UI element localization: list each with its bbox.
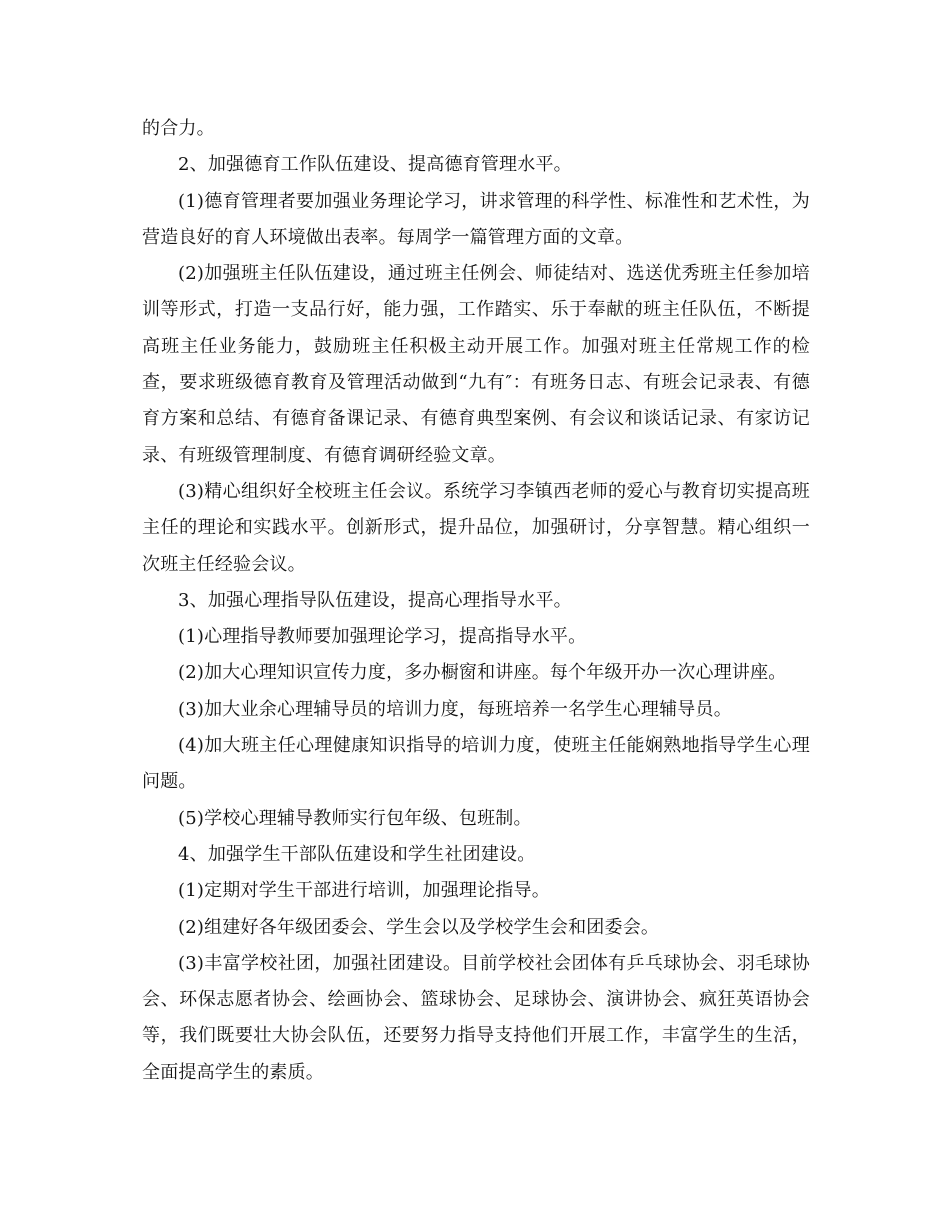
paragraph-4-1: (1)定期对学生干部进行培训，加强理论指导。: [178, 880, 550, 902]
paragraph-2-2: (2)加强班主任队伍建设，通过班主任例会、师徒结对、选送优秀班主任参加培训等形式，打造一支品行好，能力强，工作踏实、乐于奉献的班主任队伍，不断提高班主任业务能力，鼓励班主任积极主动开展工作。加强对班主任常规工作的检查，要求班级德育教育及管理活动做到“九有″：有班务日志、有班会记录表、有德育方案和总结、有德育备课记录、有德育典型案例、有会议和谈话记录、有家访记录、有班级管理制度、有德育调研经验文章。: [142, 263, 810, 466]
paragraph-1: 的合力。: [142, 118, 215, 139]
paragraph-3-3: (3)加大业余心理辅导员的培训力度，每班培养一名学生心理辅导员。: [178, 698, 732, 720]
paragraph-3-4: (4)加大班主任心理健康知识指导的培训力度，使班主任能娴熟地指导学生心理问题。: [142, 735, 810, 793]
document-body: [142, 111, 810, 1091]
paragraph-4-3: (3)丰富学校社团，加强社团建设。目前学校社会团体有乒乓球协会、羽毛球协会、环保志愿者协会、绘画协会、篮球协会、足球协会、演讲协会、疯狂英语协会等，我们既要壮大协会队伍，还要努力指导支持他们开展工作，丰富学生的生活，全面提高学生的素质。: [142, 952, 810, 1083]
paragraph-2-3: (3)精心组织好全校班主任会议。系统学习李镇西老师的爱心与教育切实提高班主任的理论和实践水平。创新形式，提升品位，加强研讨，分享智慧。精心组织一次班主任经验会议。: [142, 480, 810, 575]
section-heading-2: 2、加强德育工作队伍建设、提高德育管理水平。: [178, 154, 572, 176]
section-heading-3: 3、加强心理指导队伍建设，提高心理指导水平。: [178, 589, 572, 611]
paragraph-2-1: (1)德育管理者要加强业务理论学习，讲求管理的科学性、标准性和艺术性，为营造良好的育人环境做出表率。每周学一篇管理方面的文章。: [142, 190, 810, 248]
paragraph-4-2: (2)组建好各年级团委会、学生会以及学校学生会和团委会。: [178, 916, 660, 938]
paragraph-3-2: (2)加大心理知识宣传力度，多办橱窗和讲座。每个年级开办一次心理讲座。: [178, 662, 787, 684]
paragraph-3-1: (1)心理指导教师要加强理论学习，提高指导水平。: [178, 626, 587, 648]
section-heading-4: 4、加强学生干部队伍建设和学生社团建设。: [178, 843, 536, 865]
paragraph-3-5: (5)学校心理辅导教师实行包年级、包班制。: [178, 807, 532, 829]
